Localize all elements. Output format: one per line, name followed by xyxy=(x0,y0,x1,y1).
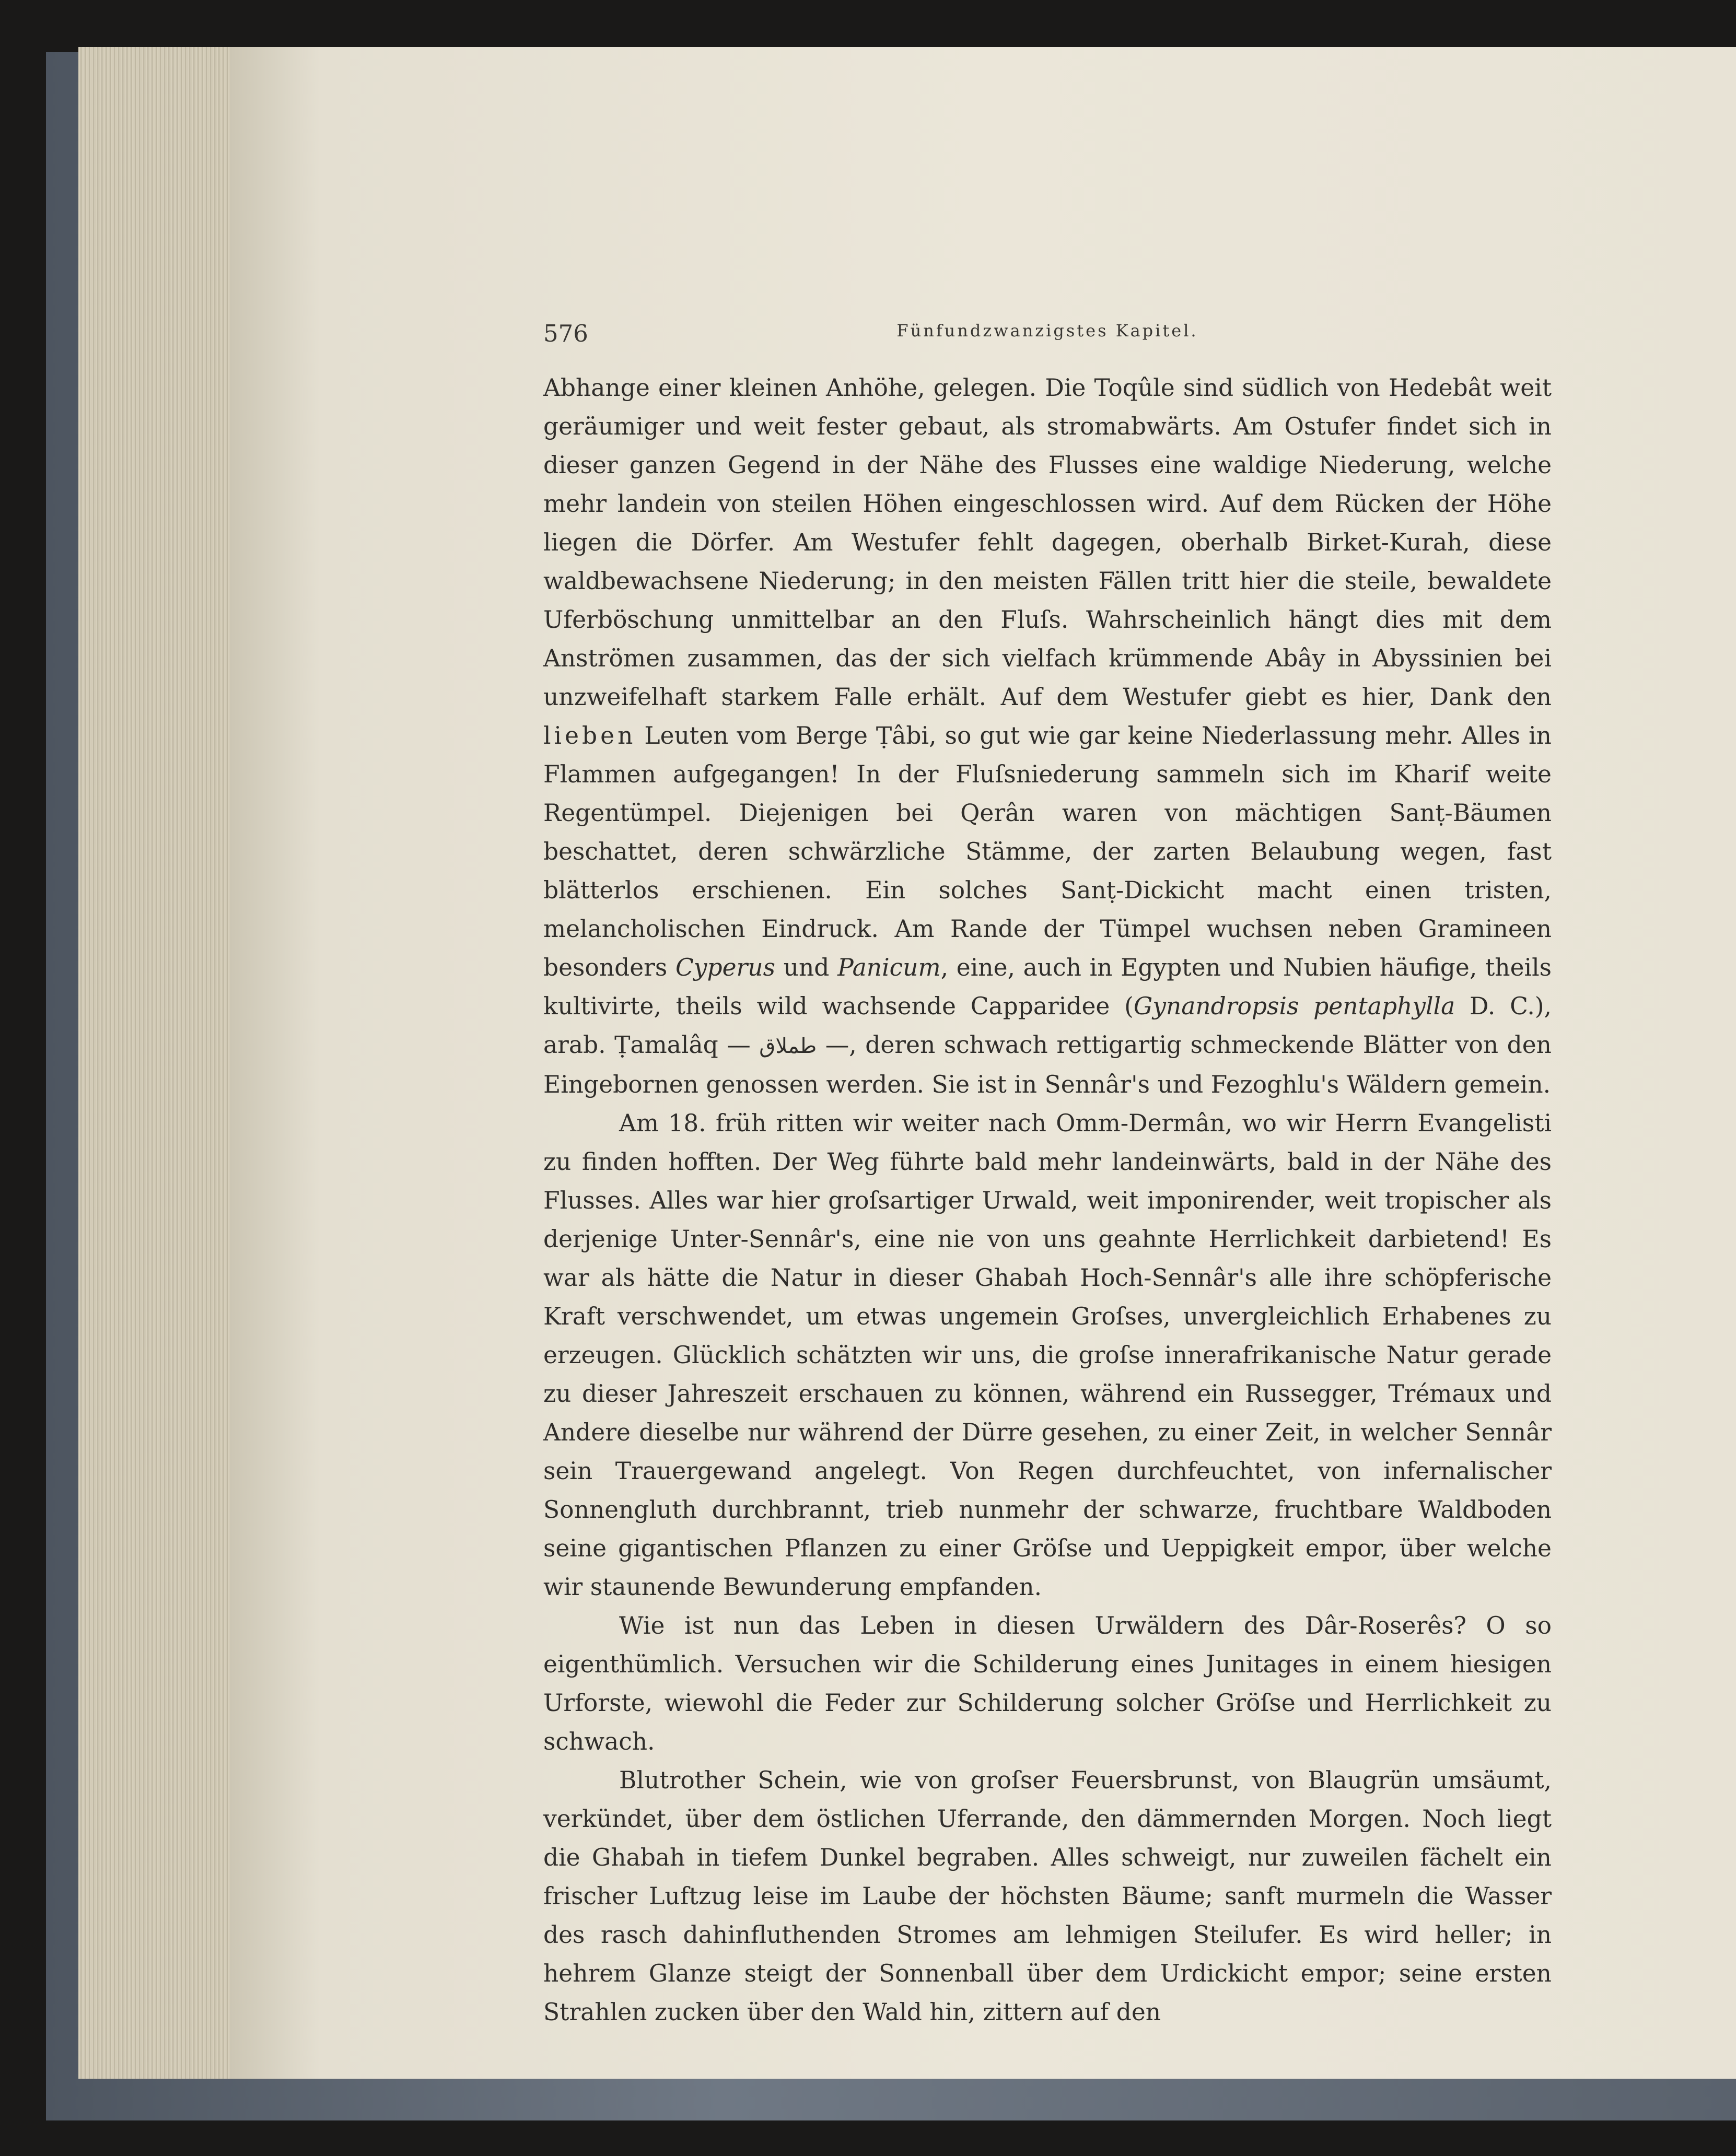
text-run: lieben xyxy=(543,722,636,749)
text-run: Abhange einer kleinen Anhöhe, gelegen. Die Toqûle sind südlich von Hedebât weit geräumiger und weit fester gebaut, als stromabwärts. Am Ostufer findet sich in dieser ganzen Gegend in der Nähe des Flusses eine waldige Niederung, welche mehr landein von steilen Höhen eingeschlossen wird. Auf dem Rücken der Höhe liegen die Dörfer. Am Westufer fehlt dagegen, oberhalb Birket-Kurah, diese waldbewachsene Niederung; in den meisten Fällen tritt hier die steile, bewaldete Uferböschung unmittelbar an den Fluſs. Wahrscheinlich hängt dies mit dem Anströmen zusammen, das der sich vielfach krümmende Abây in Abyssinien bei unzweifelhaft starkem Falle erhält. Auf dem Westufer giebt es hier, Dank den xyxy=(543,374,1552,711)
text-run: Panicum xyxy=(837,954,941,981)
running-title: Fünfundzwanzigstes Kapitel. xyxy=(896,321,1198,341)
paragraph xyxy=(543,1761,1552,2032)
page-edges xyxy=(78,47,246,2079)
text-run: —, deren schwach rettigartig schmeckende Blätter von den Eingebornen genossen werden. Sie ist in Sennâr's und Fezoghlu's Wäldern gemein. xyxy=(543,1031,1552,1098)
text-run: Leuten vom Berge Ṭâbi, so gut wie gar keine Niederlassung mehr. Alles in Flammen aufgegangen! In der Fluſsniederung sammeln sich im Kharif weite Regentümpel. Diejenigen bei Qerân waren von mächtigen Sanṭ-Bäumen beschattet, deren schwärzliche Stämme, der zarten Belaubung wegen, fast blätterlos erschienen. Ein solches Sanṭ-Dickicht macht einen tristen, melancholischen Eindruck. Am Rande der Tümpel wuchsen neben Gramineen besonders xyxy=(543,722,1552,981)
text-run: طملاق xyxy=(759,1034,817,1058)
text-run: Cyperus xyxy=(675,954,775,981)
text-run: und xyxy=(775,954,838,981)
text-run: , eine, auch in Egypten und Nubien häufige, theils kultivirte, theils wild wachsende Capparidee ( xyxy=(543,954,1552,1020)
body-text xyxy=(543,369,1552,2032)
text-run: Am 18. früh ritten wir weiter nach Omm-Dermân, wo wir Herrn Evangelisti zu finden hofften. Der Weg führte bald mehr landeinwärts, bald in der Nähe des Flusses. Alles war hier groſsartiger Urwald, weit imponirender, weit tropischer als derjenige Unter-Sennâr's, eine nie von uns geahnte Herrlichkeit darbietend! Es war als hätte die Natur in dieser Ghabah Hoch-Sennâr's alle ihre schöpferische Kraft verschwendet, um etwas ungemein Groſses, unvergleichlich Erhabenes zu erzeugen. Glücklich schätzten wir uns, die groſse innerafrikanische Natur gerade zu dieser Jahreszeit erschauen zu können, während ein Russegger, Trémaux und Andere dieselbe nur während der Dürre gesehen, zu einer Zeit, in welcher Sennâr sein Trauergewand angelegt. Von Regen durchfeuchtet, von infernalischer Sonnengluth durchbrannt, trieb nunmehr der schwarze, fruchtbare Waldboden seine gigantischen Pflanzen zu einer Gröſse und Ueppigkeit empor, über welche wir staunende Bewunderung empfanden. xyxy=(543,1109,1552,1601)
paragraph xyxy=(543,1607,1552,1761)
page-number: 576 xyxy=(543,320,588,347)
text-run: Gynandropsis pentaphylla xyxy=(1133,992,1455,1020)
text-run: D. C.), arab. Ṭamalâq — xyxy=(543,992,1552,1059)
paragraph xyxy=(543,1104,1552,1607)
text-run: Wie ist nun das Leben in diesen Urwäldern des Dâr-Roserês? O so eigenthümlich. Versuchen wir die Schilderung eines Junitages in einem hiesigen Urforste, wiewohl die Feder zur Schilderung solcher Gröſse und Herrlichkeit zu schwach. xyxy=(543,1612,1552,1755)
text-run: Blutrother Schein, wie von groſser Feuersbrunst, von Blaugrün umsäumt, verkündet, über dem östlichen Uferrande, den dämmernden Morgen. Noch liegt die Ghabah in tiefem Dunkel begraben. Alles schweigt, nur zuweilen fächelt ein frischer Luftzug leise im Laube der höchsten Bäume; sanft murmeln die Wasser des rasch dahinfluthenden Stromes am lehmigen Steilufer. Es wird heller; in hehrem Glanze steigt der Sonnenball über dem Urdickicht empor; seine ersten Strahlen zucken über den Wald hin, zittern auf den xyxy=(543,1766,1552,2026)
paragraph xyxy=(543,369,1552,1104)
page-header xyxy=(543,320,1552,349)
